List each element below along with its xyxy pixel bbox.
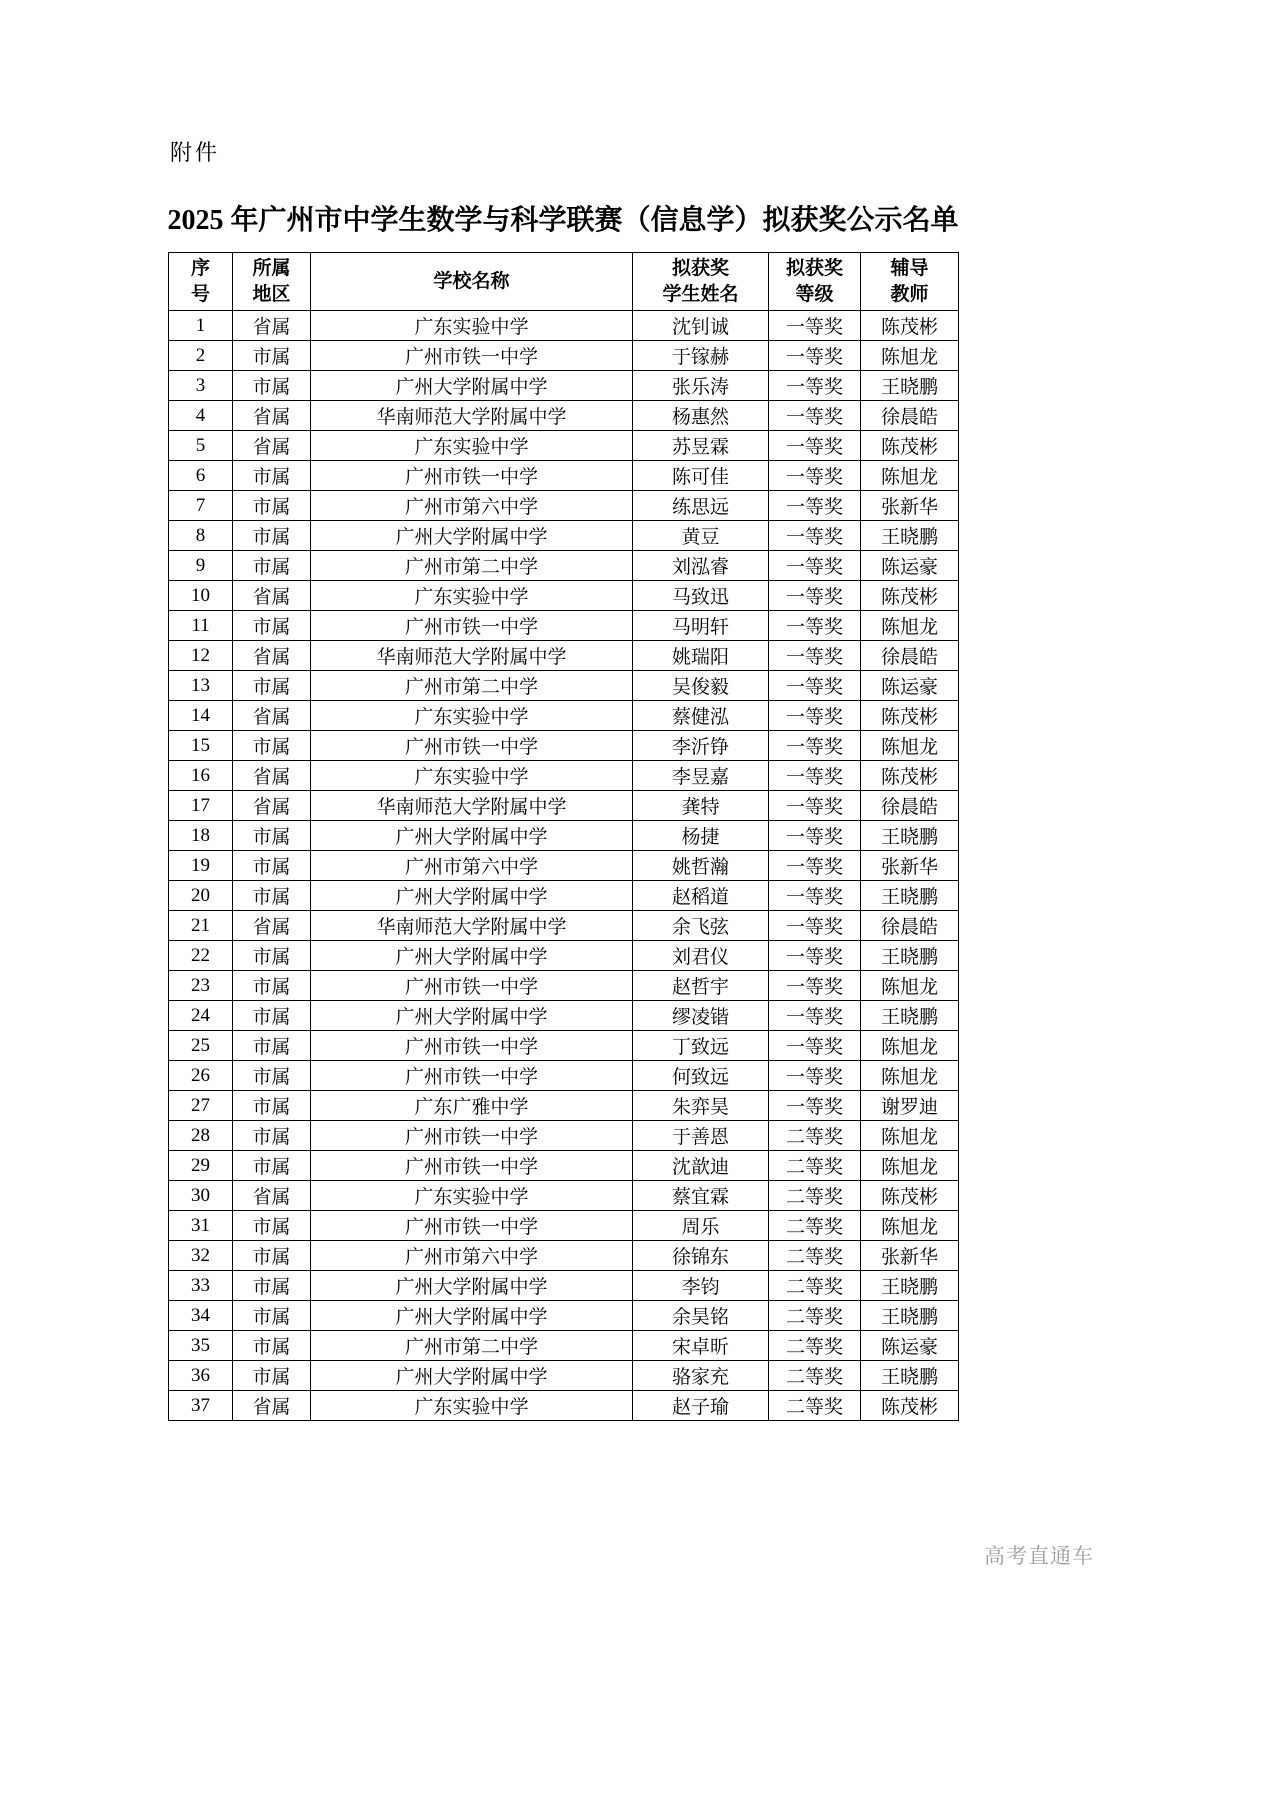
cell-award: 二等奖 <box>769 1181 861 1211</box>
cell-region: 市属 <box>233 1031 311 1061</box>
cell-index: 28 <box>169 1121 233 1151</box>
cell-student: 李沂铮 <box>633 731 769 761</box>
cell-teacher: 王晓鹏 <box>861 1361 959 1391</box>
cell-index: 24 <box>169 1001 233 1031</box>
cell-student: 马致迅 <box>633 581 769 611</box>
cell-school: 广州市第二中学 <box>311 551 633 581</box>
table-row <box>169 971 959 1001</box>
cell-award: 一等奖 <box>769 551 861 581</box>
cell-index: 13 <box>169 671 233 701</box>
cell-index: 29 <box>169 1151 233 1181</box>
cell-region: 市属 <box>233 341 311 371</box>
table-row <box>169 1121 959 1151</box>
cell-school: 广东实验中学 <box>311 761 633 791</box>
cell-region: 市属 <box>233 1361 311 1391</box>
cell-region: 市属 <box>233 1151 311 1181</box>
cell-student: 黄豆 <box>633 521 769 551</box>
table-row <box>169 911 959 941</box>
cell-school: 广州市铁一中学 <box>311 1121 633 1151</box>
cell-award: 一等奖 <box>769 311 861 341</box>
cell-region: 市属 <box>233 371 311 401</box>
cell-index: 7 <box>169 491 233 521</box>
cell-index: 16 <box>169 761 233 791</box>
cell-index: 4 <box>169 401 233 431</box>
cell-award: 一等奖 <box>769 1091 861 1121</box>
table-row <box>169 761 959 791</box>
cell-teacher: 陈茂彬 <box>861 761 959 791</box>
cell-award: 二等奖 <box>769 1271 861 1301</box>
cell-award: 一等奖 <box>769 431 861 461</box>
table-row <box>169 731 959 761</box>
cell-teacher: 徐晨皓 <box>861 641 959 671</box>
cell-award: 一等奖 <box>769 521 861 551</box>
cell-award: 一等奖 <box>769 971 861 1001</box>
table-row <box>169 1031 959 1061</box>
table-row <box>169 1361 959 1391</box>
cell-region: 市属 <box>233 551 311 581</box>
cell-index: 36 <box>169 1361 233 1391</box>
table-body <box>169 311 959 1421</box>
cell-award: 一等奖 <box>769 1061 861 1091</box>
cell-teacher: 徐晨皓 <box>861 911 959 941</box>
cell-region: 市属 <box>233 851 311 881</box>
cell-index: 1 <box>169 311 233 341</box>
table-row <box>169 1271 959 1301</box>
cell-school: 广州市铁一中学 <box>311 731 633 761</box>
cell-school: 广东广雅中学 <box>311 1091 633 1121</box>
cell-teacher: 陈茂彬 <box>861 431 959 461</box>
cell-award: 二等奖 <box>769 1391 861 1421</box>
cell-teacher: 陈茂彬 <box>861 1391 959 1421</box>
table-row <box>169 551 959 581</box>
cell-region: 市属 <box>233 1241 311 1271</box>
cell-student: 刘泓睿 <box>633 551 769 581</box>
cell-student: 朱弈昊 <box>633 1091 769 1121</box>
cell-award: 二等奖 <box>769 1241 861 1271</box>
cell-student: 杨惠然 <box>633 401 769 431</box>
cell-index: 6 <box>169 461 233 491</box>
table-row <box>169 881 959 911</box>
cell-student: 吴俊毅 <box>633 671 769 701</box>
cell-index: 31 <box>169 1211 233 1241</box>
cell-teacher: 陈旭龙 <box>861 1151 959 1181</box>
cell-school: 广州大学附属中学 <box>311 881 633 911</box>
cell-teacher: 陈运豪 <box>861 1331 959 1361</box>
cell-award: 二等奖 <box>769 1211 861 1241</box>
cell-teacher: 王晓鹏 <box>861 521 959 551</box>
cell-index: 12 <box>169 641 233 671</box>
cell-award: 二等奖 <box>769 1121 861 1151</box>
cell-student: 练思远 <box>633 491 769 521</box>
cell-index: 32 <box>169 1241 233 1271</box>
cell-award: 一等奖 <box>769 881 861 911</box>
cell-student: 蔡健泓 <box>633 701 769 731</box>
cell-school: 广东实验中学 <box>311 1391 633 1421</box>
cell-student: 苏昱霖 <box>633 431 769 461</box>
cell-teacher: 王晓鹏 <box>861 881 959 911</box>
table-row <box>169 1241 959 1271</box>
cell-index: 25 <box>169 1031 233 1061</box>
cell-student: 何致远 <box>633 1061 769 1091</box>
cell-student: 缪凌锴 <box>633 1001 769 1031</box>
cell-teacher: 张新华 <box>861 1241 959 1271</box>
cell-student: 刘君仪 <box>633 941 769 971</box>
cell-school: 广州大学附属中学 <box>311 1271 633 1301</box>
table-row <box>169 671 959 701</box>
cell-region: 市属 <box>233 671 311 701</box>
cell-award: 一等奖 <box>769 851 861 881</box>
cell-index: 30 <box>169 1181 233 1211</box>
cell-teacher: 陈茂彬 <box>861 1181 959 1211</box>
cell-school: 广州市铁一中学 <box>311 611 633 641</box>
cell-award: 二等奖 <box>769 1361 861 1391</box>
cell-award: 一等奖 <box>769 641 861 671</box>
cell-region: 省属 <box>233 641 311 671</box>
cell-index: 35 <box>169 1331 233 1361</box>
cell-award: 一等奖 <box>769 821 861 851</box>
table-row <box>169 641 959 671</box>
table-row <box>169 491 959 521</box>
cell-school: 广东实验中学 <box>311 701 633 731</box>
cell-student: 李钧 <box>633 1271 769 1301</box>
cell-student: 赵哲宇 <box>633 971 769 1001</box>
cell-index: 15 <box>169 731 233 761</box>
cell-award: 一等奖 <box>769 491 861 521</box>
cell-school: 广州市铁一中学 <box>311 1031 633 1061</box>
cell-school: 广州大学附属中学 <box>311 1361 633 1391</box>
cell-teacher: 陈旭龙 <box>861 1121 959 1151</box>
cell-index: 14 <box>169 701 233 731</box>
watermark: 高考直通车 <box>984 1544 1094 1568</box>
cell-school: 华南师范大学附属中学 <box>311 641 633 671</box>
table-row <box>169 611 959 641</box>
cell-region: 市属 <box>233 821 311 851</box>
cell-index: 10 <box>169 581 233 611</box>
cell-award: 一等奖 <box>769 671 861 701</box>
cell-region: 省属 <box>233 761 311 791</box>
cell-award: 一等奖 <box>769 941 861 971</box>
cell-award: 一等奖 <box>769 1001 861 1031</box>
cell-school: 广州市铁一中学 <box>311 1061 633 1091</box>
cell-student: 于善恩 <box>633 1121 769 1151</box>
table-row <box>169 461 959 491</box>
cell-region: 市属 <box>233 1271 311 1301</box>
cell-student: 骆家充 <box>633 1361 769 1391</box>
table-header-row <box>169 253 959 311</box>
cell-index: 5 <box>169 431 233 461</box>
cell-index: 3 <box>169 371 233 401</box>
cell-student: 龚特 <box>633 791 769 821</box>
cell-index: 18 <box>169 821 233 851</box>
cell-school: 广州大学附属中学 <box>311 371 633 401</box>
cell-student: 杨捷 <box>633 821 769 851</box>
award-table <box>168 252 959 1421</box>
cell-teacher: 陈茂彬 <box>861 311 959 341</box>
cell-student: 姚哲瀚 <box>633 851 769 881</box>
cell-region: 市属 <box>233 1001 311 1031</box>
cell-index: 37 <box>169 1391 233 1421</box>
cell-teacher: 陈旭龙 <box>861 1061 959 1091</box>
cell-award: 二等奖 <box>769 1331 861 1361</box>
cell-region: 市属 <box>233 461 311 491</box>
cell-student: 马明轩 <box>633 611 769 641</box>
cell-region: 市属 <box>233 521 311 551</box>
cell-teacher: 王晓鹏 <box>861 1301 959 1331</box>
cell-region: 市属 <box>233 491 311 521</box>
column-header-4: 拟获奖 等级 <box>769 253 861 311</box>
cell-teacher: 陈旭龙 <box>861 731 959 761</box>
cell-school: 广州市第六中学 <box>311 491 633 521</box>
cell-region: 省属 <box>233 791 311 821</box>
cell-index: 21 <box>169 911 233 941</box>
cell-student: 余昊铭 <box>633 1301 769 1331</box>
cell-student: 姚瑞阳 <box>633 641 769 671</box>
cell-region: 市属 <box>233 941 311 971</box>
cell-student: 赵子瑜 <box>633 1391 769 1421</box>
cell-region: 省属 <box>233 911 311 941</box>
cell-school: 广东实验中学 <box>311 311 633 341</box>
cell-teacher: 陈旭龙 <box>861 971 959 1001</box>
table-row <box>169 341 959 371</box>
cell-award: 一等奖 <box>769 581 861 611</box>
cell-award: 二等奖 <box>769 1301 861 1331</box>
cell-teacher: 陈旭龙 <box>861 461 959 491</box>
cell-award: 一等奖 <box>769 761 861 791</box>
cell-school: 华南师范大学附属中学 <box>311 911 633 941</box>
cell-region: 省属 <box>233 431 311 461</box>
cell-region: 市属 <box>233 1211 311 1241</box>
cell-index: 20 <box>169 881 233 911</box>
cell-region: 市属 <box>233 971 311 1001</box>
cell-region: 市属 <box>233 881 311 911</box>
cell-student: 于镓赫 <box>633 341 769 371</box>
cell-teacher: 陈运豪 <box>861 671 959 701</box>
table-row <box>169 821 959 851</box>
cell-school: 广州市铁一中学 <box>311 341 633 371</box>
column-header-2: 学校名称 <box>311 253 633 311</box>
cell-index: 33 <box>169 1271 233 1301</box>
cell-region: 市属 <box>233 611 311 641</box>
table-row <box>169 581 959 611</box>
table-row <box>169 1151 959 1181</box>
cell-index: 19 <box>169 851 233 881</box>
cell-index: 23 <box>169 971 233 1001</box>
cell-award: 一等奖 <box>769 611 861 641</box>
cell-student: 沈歆迪 <box>633 1151 769 1181</box>
cell-school: 广州市铁一中学 <box>311 461 633 491</box>
cell-teacher: 陈运豪 <box>861 551 959 581</box>
cell-teacher: 陈旭龙 <box>861 1031 959 1061</box>
cell-award: 一等奖 <box>769 401 861 431</box>
cell-school: 广州市第六中学 <box>311 1241 633 1271</box>
cell-student: 徐锦东 <box>633 1241 769 1271</box>
cell-school: 华南师范大学附属中学 <box>311 401 633 431</box>
cell-index: 34 <box>169 1301 233 1331</box>
cell-student: 宋卓昕 <box>633 1331 769 1361</box>
cell-region: 省属 <box>233 311 311 341</box>
column-header-1: 所属 地区 <box>233 253 311 311</box>
cell-teacher: 陈旭龙 <box>861 611 959 641</box>
cell-teacher: 陈旭龙 <box>861 341 959 371</box>
table-row <box>169 1061 959 1091</box>
cell-award: 一等奖 <box>769 371 861 401</box>
table-row <box>169 431 959 461</box>
cell-student: 周乐 <box>633 1211 769 1241</box>
cell-index: 22 <box>169 941 233 971</box>
page-title: 2025 年广州市中学生数学与科学联赛（信息学）拟获奖公示名单 <box>167 205 959 236</box>
cell-teacher: 王晓鹏 <box>861 1001 959 1031</box>
cell-region: 市属 <box>233 1331 311 1361</box>
cell-region: 省属 <box>233 401 311 431</box>
cell-award: 一等奖 <box>769 1031 861 1061</box>
cell-award: 一等奖 <box>769 341 861 371</box>
cell-index: 8 <box>169 521 233 551</box>
table-row <box>169 1181 959 1211</box>
column-header-0: 序 号 <box>169 253 233 311</box>
cell-index: 2 <box>169 341 233 371</box>
cell-school: 广州市第二中学 <box>311 1331 633 1361</box>
cell-region: 省属 <box>233 581 311 611</box>
cell-award: 一等奖 <box>769 911 861 941</box>
cell-teacher: 徐晨皓 <box>861 791 959 821</box>
attachment-label: 附件 <box>170 140 221 165</box>
cell-teacher: 王晓鹏 <box>861 941 959 971</box>
cell-school: 广州大学附属中学 <box>311 821 633 851</box>
cell-region: 省属 <box>233 1391 311 1421</box>
table-row <box>169 521 959 551</box>
cell-region: 省属 <box>233 1181 311 1211</box>
table-row <box>169 1001 959 1031</box>
cell-school: 广州市铁一中学 <box>311 1211 633 1241</box>
table-row <box>169 791 959 821</box>
cell-student: 丁致远 <box>633 1031 769 1061</box>
cell-school: 广州市铁一中学 <box>311 1151 633 1181</box>
table-row <box>169 371 959 401</box>
table-row <box>169 311 959 341</box>
cell-award: 一等奖 <box>769 791 861 821</box>
cell-school: 广东实验中学 <box>311 1181 633 1211</box>
cell-student: 余飞弦 <box>633 911 769 941</box>
cell-region: 市属 <box>233 1301 311 1331</box>
cell-region: 省属 <box>233 701 311 731</box>
cell-student: 李昱嘉 <box>633 761 769 791</box>
table-row <box>169 1211 959 1241</box>
table-row <box>169 1091 959 1121</box>
cell-award: 一等奖 <box>769 461 861 491</box>
cell-school: 广州市第六中学 <box>311 851 633 881</box>
cell-school: 广东实验中学 <box>311 431 633 461</box>
cell-school: 广州大学附属中学 <box>311 521 633 551</box>
cell-teacher: 张新华 <box>861 851 959 881</box>
cell-award: 一等奖 <box>769 701 861 731</box>
cell-teacher: 王晓鹏 <box>861 821 959 851</box>
cell-school: 广州大学附属中学 <box>311 1301 633 1331</box>
cell-index: 17 <box>169 791 233 821</box>
cell-school: 广州大学附属中学 <box>311 941 633 971</box>
cell-region: 市属 <box>233 1121 311 1151</box>
table-row <box>169 1331 959 1361</box>
cell-region: 市属 <box>233 731 311 761</box>
table-row <box>169 1391 959 1421</box>
cell-index: 26 <box>169 1061 233 1091</box>
cell-teacher: 王晓鹏 <box>861 371 959 401</box>
cell-award: 一等奖 <box>769 731 861 761</box>
cell-award: 二等奖 <box>769 1151 861 1181</box>
table-row <box>169 401 959 431</box>
cell-teacher: 谢罗迪 <box>861 1091 959 1121</box>
table-row <box>169 851 959 881</box>
cell-teacher: 陈茂彬 <box>861 701 959 731</box>
cell-teacher: 陈旭龙 <box>861 1211 959 1241</box>
column-header-3: 拟获奖 学生姓名 <box>633 253 769 311</box>
cell-region: 市属 <box>233 1091 311 1121</box>
cell-index: 27 <box>169 1091 233 1121</box>
cell-region: 市属 <box>233 1061 311 1091</box>
cell-teacher: 王晓鹏 <box>861 1271 959 1301</box>
cell-school: 广州大学附属中学 <box>311 1001 633 1031</box>
cell-teacher: 徐晨皓 <box>861 401 959 431</box>
cell-teacher: 陈茂彬 <box>861 581 959 611</box>
cell-index: 9 <box>169 551 233 581</box>
column-header-5: 辅导 教师 <box>861 253 959 311</box>
cell-school: 华南师范大学附属中学 <box>311 791 633 821</box>
cell-student: 张乐涛 <box>633 371 769 401</box>
cell-teacher: 张新华 <box>861 491 959 521</box>
cell-student: 沈钊诚 <box>633 311 769 341</box>
cell-student: 赵稻道 <box>633 881 769 911</box>
cell-school: 广东实验中学 <box>311 581 633 611</box>
cell-index: 11 <box>169 611 233 641</box>
cell-school: 广州市第二中学 <box>311 671 633 701</box>
cell-student: 蔡宜霖 <box>633 1181 769 1211</box>
table-row <box>169 1301 959 1331</box>
cell-student: 陈可佳 <box>633 461 769 491</box>
table-row <box>169 701 959 731</box>
cell-school: 广州市铁一中学 <box>311 971 633 1001</box>
table-row <box>169 941 959 971</box>
